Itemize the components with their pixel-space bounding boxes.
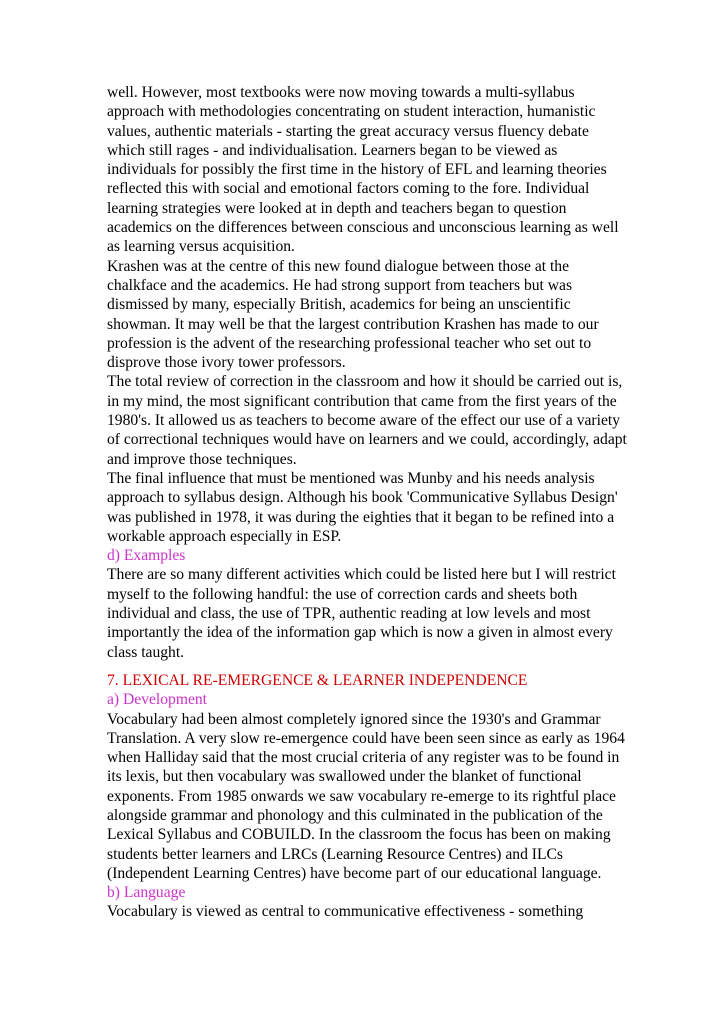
paragraph-munby: The final influence that must be mentioned was Munby and his needs analysis approach to syllabus design. Although his book 'Communicative Syllabus Design' was published in 1978, it was during the eighties that it began to be refined into a workable approach especially in ESP. [107,469,618,545]
paragraph-vocabulary-language: Vocabulary is viewed as central to communicative effectiveness - something [107,903,584,921]
section-gap [107,662,627,671]
subheading-examples: d) Examples [107,547,186,565]
subheading-development: a) Development [107,691,208,709]
document-page [107,83,627,922]
paragraph-vocabulary-development: Vocabulary had been almost completely ignored since the 1930's and Grammar Translation. A very slow re-emergence could have been seen since as early as 1964 when Halliday said that the most crucial criteria of any register was to be found in its lexis, but then vocabulary was swallowed under the blanket of functional exponents. From 1985 onwards we saw vocabulary re-emerge to its rightful place alongside grammar and phonology and this culminated in the publication of the Lexical Syllabus and COBUILD. In the classroom the focus has been on making students better learners and LRCs (Learning Resource Centres) and ILCs (Independent Learning Centres) have become part of our educational language. [107,710,625,882]
section-heading-lexical: 7. LEXICAL RE-EMERGENCE & LEARNER INDEPENDENCE [107,671,528,689]
paragraph-correction-review: The total review of correction in the classroom and how it should be carried out is, in my mind, the most significant contribution that came from the first years of the 1980's. It allowed us as teachers to become aware of the effect our use of a variety of correctional techniques would have on learners and we could, accordingly, adapt and improve those techniques. [107,373,627,468]
paragraph-multi-syllabus: well. However, most textbooks were now moving towards a multi-syllabus approach with methodologies concentrating on student interaction, humanistic values, authentic materials - starting the great accuracy versus fluency debate which still rages - and individualisation. Learners began to be viewed as individuals for possibly the first time in the history of EFL and learning theories reflected this with social and emotional factors coming to the fore. Individual learning strategies were looked at in depth and teachers began to question academics on the differences between conscious and unconscious learning as well as learning versus acquisition. [107,84,619,256]
paragraph-krashen: Krashen was at the centre of this new found dialogue between those at the chalkface and the academics. He had strong support from teachers but was dismissed by many, especially British, academics for being an unscientific showman. It may well be that the largest contribution Krashen has made to our profession is the advent of the researching professional teacher who set out to disprove those ivory tower professors. [107,257,599,372]
paragraph-examples: There are so many different activities which could be listed here but I will restrict myself to the following handful: the use of correction cards and sheets both individual and class, the use of TPR, authentic reading at low levels and most importantly the idea of the information gap which is now a given in almost every class taught. [107,566,616,661]
subheading-language: b) Language [107,884,186,902]
